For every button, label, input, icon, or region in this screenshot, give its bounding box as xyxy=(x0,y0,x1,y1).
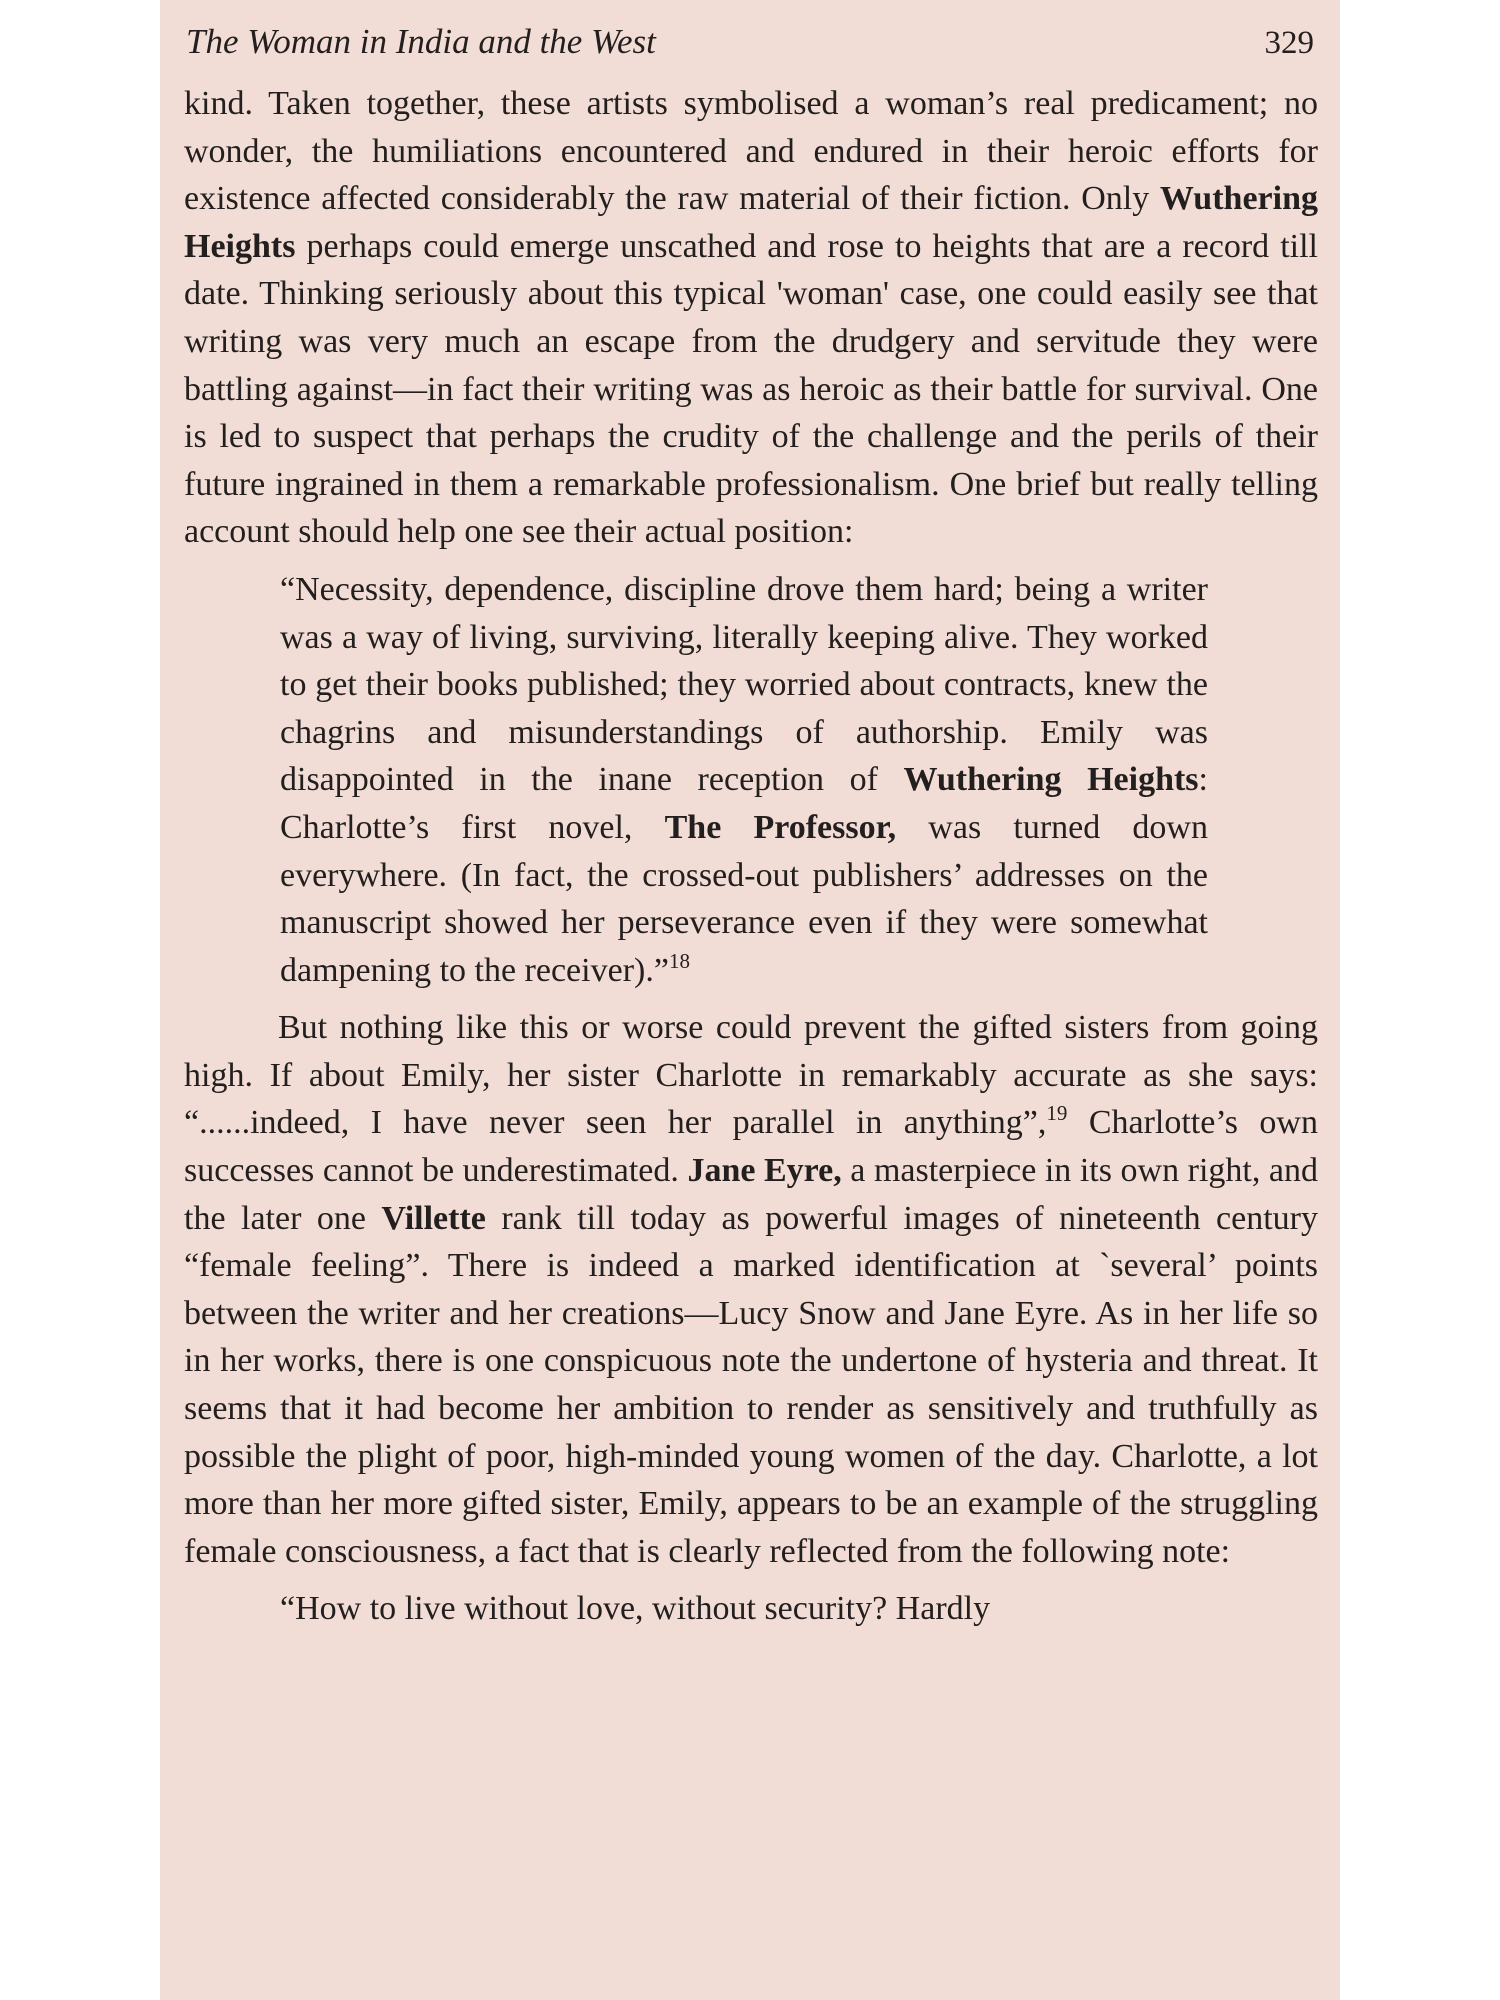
quote-paragraph xyxy=(280,566,1208,994)
paragraph xyxy=(184,1004,1318,1575)
text-run: Charlotte’s own successes cannot be underestimated. xyxy=(184,1104,1318,1190)
book-title: Wuthering Heights xyxy=(903,761,1199,799)
text-run: kind. Taken together, these artists symbolised a woman’s real predicament; no wonder, the humiliations encountered and endured in their heroic efforts for existence affected considerably the raw material of their fiction. Only xyxy=(184,85,1318,218)
text-run: But nothing like this or worse could prevent the gifted sisters from going high. If about Emily, her sister Charlotte in remarkably accurate as she says: “......indeed, I have never seen her parallel in anything”, xyxy=(184,1009,1318,1142)
page-number: 329 xyxy=(1264,25,1314,61)
footnote-ref: 19 xyxy=(1046,1101,1068,1126)
block-quote xyxy=(280,1585,1208,1633)
footnote-ref: 18 xyxy=(668,948,690,973)
text-run: perhaps could emerge unscathed and rose to heights that are a record till date. Thinking seriously about this typical 'woman' case, one could easily see that writing was very much an escape from the drudgery and servitude they were battling against—in fact their writing was as heroic as their battle for survival. One is led to suspect that perhaps the crudity of the challenge and the perils of their future ingrained in them a remarkable professionalism. One brief but really telling account should help one see their actual position: xyxy=(184,227,1318,551)
book-title: Villette xyxy=(381,1199,486,1237)
running-head xyxy=(184,22,1318,76)
text-run: : Charlotte’s first novel, xyxy=(280,761,1208,846)
book-page xyxy=(160,0,1340,2000)
text-run: “How to live without love, without security? Hardly xyxy=(280,1590,991,1628)
book-title: The Professor, xyxy=(664,808,897,846)
text-run: “Necessity, dependence, discipline drove them hard; being a writer was a way of living, surviving, literally keeping alive. They worked to get their books published; they worried about contracts, knew the chagrins and misunderstandings of authorship. Emily was disappointed in the inane reception of xyxy=(280,570,1208,799)
book-title: Wuthering Heights xyxy=(184,180,1318,265)
text-run: rank till today as powerful images of nineteenth century “female feeling”. There is indeed a marked identification at `several’ points between the writer and her creations—Lucy Snow and Jane Eyre. As in her life so in her works, there is one conspicuous note the undertone of hysteria and threat. It seems that it had become her ambition to render as sensitively and truthfully as possible the plight of poor, high-minded young women of the day. Charlotte, a lot more than her more gifted sister, Emily, appears to be an example of the struggling female consciousness, a fact that is clearly reflected from the following note: xyxy=(184,1199,1318,1570)
body-text xyxy=(184,80,1318,1633)
block-quote xyxy=(280,566,1208,994)
quote-paragraph xyxy=(280,1585,1208,1633)
text-run: was turned down everywhere. (In fact, the crossed-out publishers’ addresses on the manuscript showed her perseverance even if they were somewhat dampening to the receiver).” xyxy=(280,808,1208,989)
book-title: Jane Eyre, xyxy=(687,1152,842,1190)
paragraph xyxy=(184,80,1318,556)
running-head-title: The Woman in India and the West xyxy=(186,22,656,61)
text-run: a masterpiece in its own right, and the later one xyxy=(184,1152,1318,1237)
